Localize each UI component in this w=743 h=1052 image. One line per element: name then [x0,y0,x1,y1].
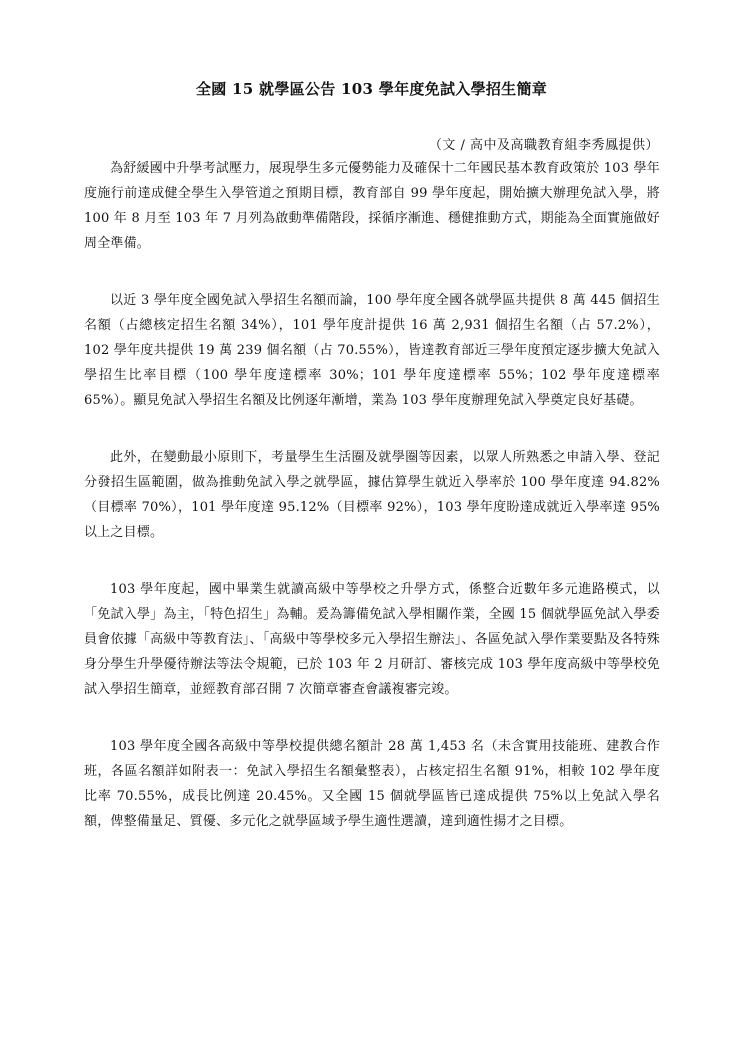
paragraph-2: 以近 3 學年度全國免試入學招生名額而論，100 學年度全國各就學區共提供 8 萬 445 個招生名額（占總核定招生名額 34%），101 學年度計提供 16 萬 2,931 個招生名額（占 57.2%），102 學年度共提供 19 萬 239 個名額（占 70.55%），皆達教育部近三學年度預定逐步擴大免試入學招生比率目標（100 學年度達標率 30%；101 學年度達標率 55%；102 學年度達標率 65%）。顯見免試入學招生名額及比例逐年漸增，業為 103 學年度辦理免試入學奠定良好基礎。 [84,293,660,408]
page-title: 全國 15 就學區公告 103 學年度免試入學招生簡章 [195,80,548,98]
author-byline: （文 / 高中及高職教育組李秀鳳提供） [428,138,659,153]
article-body [84,156,660,866]
paragraph-3: 此外，在變動最小原則下，考量學生生活圈及就學圈等因素，以眾人所熟悉之申請入學、登記分發招生區範圍，做為推動免試入學之就學區，據估算學生就近入學率於 100 學年度達 94.82%（目標率 70%），101 學年度達 95.12%（目標率 92%），103 學年度盼達成就近入學率達 95%以上之目標。 [84,450,660,540]
paragraph-1: 為舒緩國中升學考試壓力，展現學生多元優勢能力及確保十二年國民基本教育政策於 103 學年度施行前達成健全學生入學管道之預期目標，教育部自 99 學年度起，開始擴大辦理免試入學，將 100 年 8 月至 103 年 7 月列為啟動準備階段，採循序漸進、穩健推動方式，期能為全面實施做好周全準備。 [84,161,660,251]
paragraph-5: 103 學年度全國各高級中等學校提供總名額計 28 萬 1,453 名（未含實用技能班、建教合作班，各區名額詳如附表一：免試入學招生名額彙整表），占核定招生名額 91%，相較 102 學年度比率 70.55%，成長比例達 20.45%。又全國 15 個就學區皆已達成提供 75%以上免試入學名額，俾整備量足、質優、多元化之就學區域予學生適性選讀，達到適性揚才之目標。 [84,739,660,829]
paragraph-4: 103 學年度起，國中畢業生就讀高級中等學校之升學方式，係整合近數年多元進路模式，以「免試入學」為主，「特色招生」為輔。爰為籌備免試入學相關作業，全國 15 個就學區免試入學委員會依據「高級中等教育法」、「高級中等學校多元入學招生辦法」、各區免試入學作業要點及各特殊身分學生升學優待辦法等法令規範，已於 103 年 2 月研訂、審核完成 103 學年度高級中等學校免試入學招生簡章，並經教育部召開 7 次簡章審查會議複審完竣。 [84,582,660,697]
